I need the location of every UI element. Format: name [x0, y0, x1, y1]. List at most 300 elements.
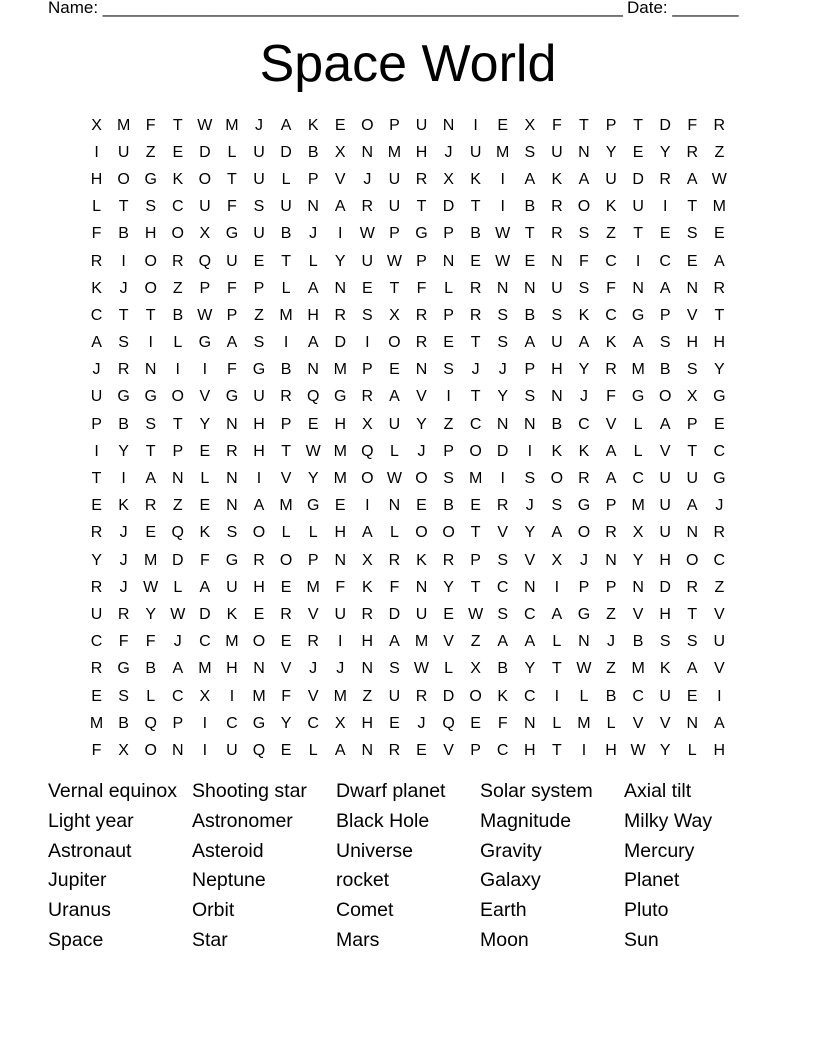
- grid-letter: W: [305, 442, 321, 460]
- grid-letter: O: [198, 170, 212, 188]
- grid-letter: D: [280, 143, 292, 161]
- grid-letter: Q: [361, 442, 374, 460]
- grid-letter: T: [551, 660, 562, 678]
- grid-letter: L: [444, 279, 453, 297]
- grid-letter: T: [91, 470, 102, 488]
- grid-letter: I: [256, 470, 262, 488]
- word-list-item: Uranus: [48, 899, 111, 922]
- grid-letter: A: [389, 633, 400, 651]
- grid-letter: C: [496, 578, 509, 596]
- grid-letter: O: [361, 116, 374, 134]
- word-list-item: Magnitude: [480, 809, 572, 832]
- grid-row: [83, 275, 733, 302]
- grid-letter: E: [389, 361, 400, 379]
- grid-letter: S: [578, 279, 590, 297]
- grid-letter: Y: [524, 660, 536, 678]
- grid-row: [83, 465, 733, 492]
- grid-letter: X: [334, 143, 346, 161]
- grid-letter: S: [443, 361, 454, 379]
- grid-letter: A: [686, 497, 698, 515]
- grid-letter: S: [443, 470, 454, 488]
- grid-letter: E: [497, 116, 509, 134]
- grid-letter: B: [307, 143, 319, 161]
- grid-letter: Z: [172, 279, 183, 297]
- grid-letter: X: [551, 551, 563, 569]
- grid-letter: M: [333, 687, 347, 705]
- grid-letter: A: [524, 334, 536, 352]
- grid-letter: J: [579, 388, 588, 406]
- grid-letter: O: [171, 225, 184, 243]
- grid-letter: E: [659, 225, 671, 243]
- grid-letter: Y: [497, 388, 509, 406]
- grid-letter: F: [416, 279, 427, 297]
- grid-letter: N: [361, 660, 374, 678]
- grid-letter: K: [470, 170, 481, 188]
- grid-letter: A: [524, 170, 536, 188]
- grid-letter: M: [631, 497, 645, 515]
- grid-letter: S: [497, 306, 509, 324]
- grid-letter: M: [89, 714, 104, 732]
- grid-letter: H: [686, 334, 699, 352]
- grid-letter: S: [524, 470, 536, 488]
- word-list-item: Earth: [480, 899, 527, 922]
- grid-letter: T: [470, 578, 481, 596]
- grid-letter: V: [416, 388, 427, 406]
- grid-letter: Q: [171, 524, 184, 542]
- grid-letter: Y: [659, 143, 671, 161]
- grid-letter: G: [117, 388, 130, 406]
- grid-row: [83, 601, 733, 628]
- grid-letter: N: [361, 741, 374, 759]
- grid-letter: K: [307, 116, 319, 134]
- grid-letter: E: [361, 279, 373, 297]
- word-list-item: Galaxy: [480, 869, 541, 892]
- grid-letter: P: [470, 741, 481, 759]
- grid-letter: D: [388, 605, 401, 623]
- grid-letter: B: [632, 633, 644, 651]
- grid-letter: R: [415, 687, 428, 705]
- grid-letter: K: [118, 497, 129, 515]
- grid-letter: R: [551, 225, 563, 243]
- grid-letter: A: [714, 252, 725, 270]
- grid-letter: W: [495, 252, 511, 270]
- grid-letter: A: [686, 170, 698, 188]
- grid-letter: V: [686, 306, 698, 324]
- grid-letter: C: [171, 687, 184, 705]
- grid-letter: U: [388, 170, 401, 188]
- grid-letter: S: [524, 143, 536, 161]
- grid-letter: T: [389, 279, 400, 297]
- grid-letter: E: [307, 415, 319, 433]
- grid-letter: V: [307, 605, 319, 623]
- grid-letter: M: [414, 633, 429, 651]
- grid-letter: B: [524, 306, 536, 324]
- grid-letter: E: [524, 252, 536, 270]
- grid-letter: I: [338, 225, 343, 243]
- grid-letter: S: [118, 334, 129, 352]
- grid-letter: I: [202, 361, 208, 379]
- grid-letter: C: [90, 633, 103, 651]
- grid-letter: T: [470, 388, 481, 406]
- grid-letter: I: [283, 334, 289, 352]
- grid-letter: N: [253, 660, 265, 678]
- grid-letter: R: [713, 524, 726, 542]
- grid-letter: K: [199, 524, 211, 542]
- grid-letter: G: [144, 388, 157, 406]
- grid-letter: E: [416, 741, 427, 759]
- grid-letter: U: [659, 470, 671, 488]
- grid-row: [83, 411, 733, 438]
- grid-letter: U: [334, 605, 347, 623]
- grid-letter: M: [631, 361, 645, 379]
- grid-letter: I: [94, 442, 99, 460]
- grid-letter: I: [717, 687, 722, 705]
- grid-letter: Z: [606, 605, 616, 623]
- word-list-item: Sun: [624, 928, 659, 951]
- date-field[interactable]: [627, 0, 739, 18]
- grid-letter: L: [173, 578, 183, 596]
- grid-letter: U: [415, 116, 428, 134]
- grid-letter: E: [443, 334, 454, 352]
- grid-letter: M: [387, 143, 402, 161]
- grid-letter: I: [229, 687, 235, 705]
- grid-letter: H: [605, 741, 617, 759]
- grid-letter: A: [578, 334, 590, 352]
- grid-letter: T: [145, 306, 156, 324]
- grid-letter: N: [307, 361, 319, 379]
- grid-letter: O: [577, 198, 591, 216]
- word-list-item: Mercury: [624, 839, 695, 862]
- grid-letter: S: [226, 524, 238, 542]
- grid-letter: N: [632, 279, 644, 297]
- grid-letter: F: [389, 578, 400, 596]
- grid-letter: J: [525, 497, 534, 515]
- grid-letter: X: [632, 524, 644, 542]
- grid-letter: R: [686, 578, 699, 596]
- grid-letter: O: [171, 388, 184, 406]
- grid-letter: E: [416, 497, 427, 515]
- grid-row: [83, 547, 733, 574]
- grid-letter: P: [470, 551, 481, 569]
- grid-letter: K: [91, 279, 102, 297]
- grid-letter: J: [498, 361, 507, 379]
- grid-letter: J: [444, 143, 453, 161]
- grid-letter: O: [144, 252, 157, 270]
- grid-letter: S: [145, 415, 157, 433]
- name-blank-line[interactable]: _______________________________________________________: [102, 0, 623, 17]
- grid-letter: S: [145, 198, 157, 216]
- grid-letter: E: [686, 252, 698, 270]
- grid-letter: S: [686, 361, 698, 379]
- name-field[interactable]: [48, 0, 623, 18]
- grid-letter: I: [175, 361, 180, 379]
- grid-letter: L: [308, 252, 318, 270]
- grid-letter: S: [524, 388, 536, 406]
- grid-letter: Y: [632, 551, 644, 569]
- grid-letter: M: [144, 551, 158, 569]
- grid-letter: C: [469, 415, 482, 433]
- grid-letter: J: [417, 442, 426, 460]
- name-label: Name:: [48, 0, 103, 17]
- word-list-item: Planet: [624, 869, 680, 892]
- grid-letter: L: [281, 279, 291, 297]
- grid-letter: A: [253, 497, 265, 515]
- grid-letter: N: [334, 279, 347, 297]
- grid-letter: S: [659, 334, 671, 352]
- grid-row: [83, 166, 733, 193]
- grid-letter: W: [386, 470, 402, 488]
- grid-letter: P: [226, 306, 238, 324]
- grid-letter: A: [361, 524, 373, 542]
- grid-letter: X: [199, 225, 211, 243]
- grid-letter: K: [605, 334, 617, 352]
- grid-letter: E: [280, 578, 292, 596]
- grid-letter: Y: [118, 442, 129, 460]
- grid-letter: T: [524, 225, 535, 243]
- grid-letter: S: [578, 225, 590, 243]
- grid-letter: B: [497, 660, 509, 678]
- grid-letter: X: [524, 116, 536, 134]
- grid-letter: F: [606, 388, 616, 406]
- grid-letter: N: [226, 497, 238, 515]
- grid-letter: N: [415, 361, 428, 379]
- grid-letter: L: [281, 170, 291, 188]
- date-blank-line[interactable]: _______: [672, 0, 739, 17]
- grid-letter: P: [361, 361, 373, 379]
- grid-letter: C: [226, 714, 238, 732]
- grid-letter: L: [552, 633, 562, 651]
- date-label: Date:: [627, 0, 673, 17]
- grid-letter: M: [252, 687, 266, 705]
- grid-letter: B: [280, 361, 292, 379]
- grid-letter: R: [171, 252, 184, 270]
- grid-letter: V: [714, 660, 725, 678]
- grid-letter: K: [578, 306, 590, 324]
- grid-letter: M: [198, 660, 212, 678]
- grid-letter: K: [605, 198, 617, 216]
- word-list-item: Star: [192, 928, 228, 951]
- grid-letter: V: [659, 714, 671, 732]
- grid-letter: U: [90, 388, 103, 406]
- grid-letter: M: [116, 116, 131, 134]
- grid-letter: H: [307, 306, 319, 324]
- grid-letter: O: [361, 470, 374, 488]
- grid-letter: E: [714, 225, 725, 243]
- grid-letter: A: [714, 714, 725, 732]
- word-list-item: Shooting star: [192, 780, 307, 802]
- grid-letter: G: [252, 361, 266, 379]
- grid-letter: B: [659, 361, 671, 379]
- grid-letter: C: [659, 252, 671, 270]
- grid-letter: S: [686, 633, 698, 651]
- grid-letter: A: [172, 660, 184, 678]
- grid-letter: U: [226, 252, 238, 270]
- grid-letter: U: [551, 143, 563, 161]
- grid-letter: I: [662, 198, 668, 216]
- grid-letter: P: [307, 551, 319, 569]
- grid-letter: U: [253, 225, 265, 243]
- grid-letter: P: [172, 442, 184, 460]
- grid-letter: H: [334, 524, 347, 542]
- grid-letter: I: [554, 687, 560, 705]
- grid-letter: N: [496, 415, 509, 433]
- grid-letter: R: [713, 116, 726, 134]
- grid-letter: V: [714, 605, 725, 623]
- grid-letter: A: [334, 198, 346, 216]
- word-list-item: Astronomer: [192, 809, 293, 832]
- grid-letter: L: [281, 524, 291, 542]
- grid-letter: R: [442, 551, 455, 569]
- grid-letter: G: [198, 334, 212, 352]
- grid-letter: K: [551, 170, 563, 188]
- grid-row: [83, 710, 733, 737]
- grid-letter: G: [306, 497, 320, 515]
- grid-letter: R: [117, 361, 130, 379]
- grid-letter: Z: [172, 497, 183, 515]
- grid-letter: O: [686, 551, 699, 569]
- grid-letter: E: [714, 415, 725, 433]
- grid-letter: E: [470, 714, 481, 732]
- grid-letter: U: [388, 415, 401, 433]
- grid-letter: P: [199, 279, 211, 297]
- grid-letter: N: [605, 551, 617, 569]
- word-list-item: Mars: [336, 928, 380, 951]
- grid-letter: Z: [606, 660, 616, 678]
- grid-letter: E: [280, 741, 292, 759]
- grid-letter: L: [146, 687, 156, 705]
- grid-letter: N: [632, 578, 644, 596]
- grid-letter: W: [711, 170, 727, 188]
- grid-letter: J: [119, 524, 128, 542]
- grid-letter: H: [253, 578, 265, 596]
- grid-letter: O: [415, 524, 428, 542]
- grid-letter: D: [659, 578, 671, 596]
- grid-letter: G: [225, 551, 239, 569]
- grid-letter: X: [470, 660, 481, 678]
- grid-letter: W: [576, 660, 592, 678]
- word-list-item: Gravity: [480, 839, 542, 862]
- grid-letter: R: [605, 361, 617, 379]
- grid-letter: Z: [714, 143, 725, 161]
- grid-letter: L: [389, 442, 399, 460]
- grid-letter: J: [92, 361, 101, 379]
- grid-letter: S: [551, 306, 563, 324]
- grid-letter: A: [280, 116, 292, 134]
- grid-letter: J: [715, 497, 724, 515]
- grid-letter: F: [145, 633, 156, 651]
- grid-letter: Y: [307, 470, 319, 488]
- grid-letter: T: [470, 198, 481, 216]
- grid-letter: T: [551, 741, 562, 759]
- grid-letter: R: [361, 388, 374, 406]
- grid-letter: U: [226, 741, 238, 759]
- grid-letter: S: [253, 334, 265, 352]
- grid-letter: C: [524, 605, 536, 623]
- grid-letter: H: [226, 660, 238, 678]
- grid-row: [83, 384, 733, 411]
- grid-letter: C: [199, 633, 211, 651]
- grid-letter: N: [442, 252, 455, 270]
- grid-letter: L: [308, 524, 318, 542]
- grid-letter: E: [470, 497, 481, 515]
- grid-letter: M: [225, 116, 239, 134]
- grid-letter: Q: [198, 252, 212, 270]
- grid-letter: O: [252, 524, 266, 542]
- grid-letter: R: [469, 279, 482, 297]
- grid-letter: R: [307, 633, 319, 651]
- grid-letter: G: [252, 714, 266, 732]
- grid-letter: R: [415, 306, 428, 324]
- grid-letter: N: [578, 633, 590, 651]
- grid-letter: E: [199, 442, 211, 460]
- grid-letter: G: [713, 388, 726, 406]
- grid-letter: A: [551, 605, 563, 623]
- grid-letter: U: [605, 170, 617, 188]
- grid-letter: H: [90, 170, 103, 188]
- grid-letter: J: [607, 633, 616, 651]
- grid-letter: P: [389, 225, 400, 243]
- grid-letter: C: [713, 442, 726, 460]
- grid-letter: U: [253, 143, 265, 161]
- grid-letter: E: [334, 116, 346, 134]
- grid-letter: R: [388, 741, 401, 759]
- word-search-grid: [83, 112, 733, 765]
- grid-letter: V: [659, 442, 671, 460]
- grid-letter: S: [686, 225, 698, 243]
- grid-letter: E: [91, 497, 102, 515]
- grid-letter: W: [143, 578, 159, 596]
- grid-letter: L: [606, 714, 616, 732]
- grid-letter: R: [144, 497, 157, 515]
- grid-letter: D: [199, 143, 211, 161]
- grid-letter: C: [496, 741, 509, 759]
- grid-letter: F: [579, 252, 589, 270]
- grid-letter: D: [496, 442, 509, 460]
- grid-letter: T: [172, 415, 183, 433]
- grid-letter: E: [280, 633, 292, 651]
- grid-letter: U: [551, 279, 563, 297]
- grid-letter: F: [91, 225, 102, 243]
- grid-letter: U: [388, 198, 401, 216]
- grid-letter: Y: [334, 252, 346, 270]
- grid-letter: N: [226, 415, 238, 433]
- grid-letter: N: [524, 415, 536, 433]
- grid-letter: A: [524, 633, 536, 651]
- grid-letter: B: [551, 415, 563, 433]
- grid-letter: I: [121, 470, 126, 488]
- grid-letter: N: [307, 198, 319, 216]
- grid-letter: T: [227, 170, 237, 188]
- grid-letter: P: [578, 578, 590, 596]
- grid-letter: U: [199, 198, 211, 216]
- grid-letter: V: [632, 605, 644, 623]
- grid-letter: X: [389, 306, 400, 324]
- grid-letter: R: [686, 143, 699, 161]
- word-list-item: Asteroid: [192, 839, 264, 862]
- grid-letter: T: [470, 524, 481, 542]
- grid-letter: P: [605, 578, 617, 596]
- grid-letter: L: [633, 442, 643, 460]
- grid-letter: N: [144, 361, 157, 379]
- grid-row: [83, 656, 733, 683]
- grid-letter: I: [473, 116, 478, 134]
- grid-letter: U: [469, 143, 482, 161]
- grid-letter: S: [118, 687, 129, 705]
- grid-letter: C: [605, 306, 617, 324]
- grid-letter: Z: [254, 306, 264, 324]
- grid-letter: T: [714, 306, 725, 324]
- grid-letter: I: [202, 714, 208, 732]
